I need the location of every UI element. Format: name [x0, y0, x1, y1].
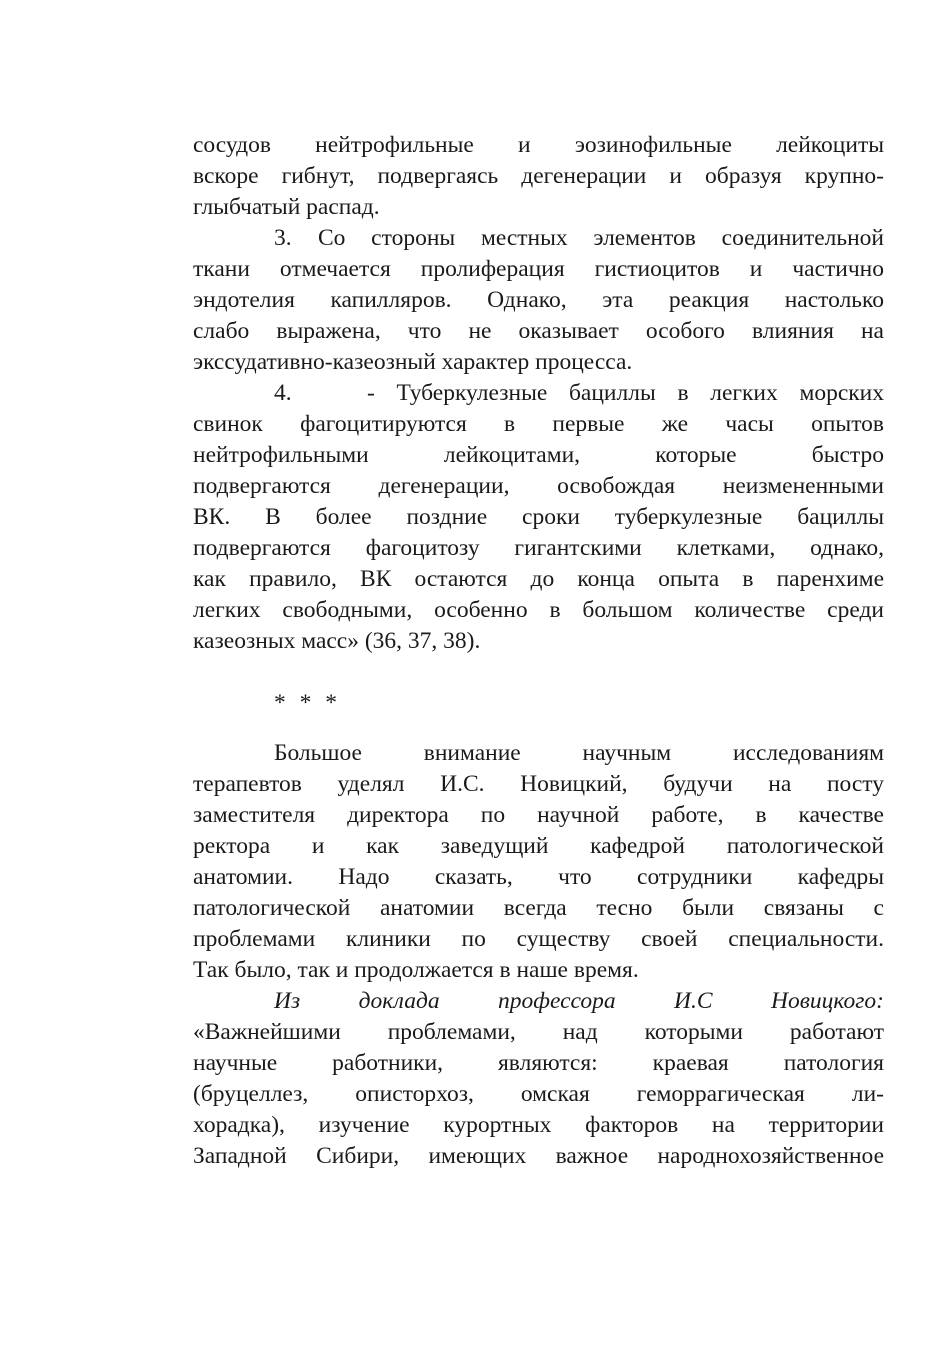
- text-line: эндотелия капилляров. Однако, эта реакция настолько: [193, 287, 884, 313]
- text-line: научные работники, являются: краевая патология: [193, 1050, 884, 1076]
- text-line: ткани отмечается пролиферация гистиоцитов и частично: [193, 256, 884, 282]
- blank-line: [193, 657, 884, 688]
- text-line: подвергаются фагоцитозу гигантскими клетками, однако,: [193, 535, 884, 561]
- text-line: [193, 223, 884, 254]
- text-line: анатомии. Надо сказать, что сотрудники кафедры: [193, 864, 884, 890]
- text-line: Так было, так и продолжается в наше время.: [193, 957, 639, 983]
- text-line: терапевтов уделял И.С. Новицкий, будучи на посту: [193, 771, 884, 797]
- text-line: (бруцеллез, описторхоз, омская геморрагическая ли-: [193, 1081, 884, 1107]
- text-line: слабо выражена, что не оказывает особого влияния на: [193, 318, 884, 344]
- section-separator: * * *: [274, 690, 341, 716]
- text-line: [193, 378, 884, 409]
- text-line: свинок фагоцитируются в первые же часы опытов: [193, 411, 884, 437]
- text-line: нейтрофильными лейкоцитами, которые быстро: [193, 442, 884, 468]
- text-line: сосудов нейтрофильные и эозинофильные лейкоциты: [193, 132, 884, 158]
- text-line: как правило, ВК остаются до конца опыта в паренхиме: [193, 566, 884, 592]
- list-item-3: [193, 223, 884, 378]
- item-number: 4.: [274, 380, 292, 406]
- text-line: экссудативно-казеозный характер процесса.: [193, 349, 633, 375]
- text-line: патологической анатомии всегда тесно были связаны с: [193, 895, 884, 921]
- text-line: вскоре гибнут, подвергаясь дегенерации и образуя крупно-: [193, 163, 884, 189]
- text-line: ВК. В более поздние сроки туберкулезные бациллы: [193, 504, 884, 530]
- text-line: глыбчатый распад.: [193, 194, 380, 220]
- text-line: казеозных масс» (36, 37, 38).: [193, 628, 481, 654]
- list-item-4: [193, 378, 884, 657]
- text-line: заместителя директора по научной работе, в качестве: [193, 802, 884, 828]
- text-line: проблемами клиники по существу своей специальности.: [193, 926, 884, 952]
- text-line: ректора и как заведущий кафедрой патологической: [193, 833, 884, 859]
- paragraph-3: [193, 1017, 884, 1172]
- text-line: легких свободными, особенно в большом количестве среди: [193, 597, 884, 623]
- text-line: Большое внимание научным исследованиям: [274, 740, 884, 766]
- item-text: Со стороны местных элементов соединительной: [318, 225, 884, 251]
- spacer: [193, 719, 884, 738]
- item-number: 3.: [274, 225, 292, 251]
- text-line: «Важнейшими проблемами, над которыми работают: [193, 1019, 884, 1045]
- text-line: Западной Сибири, имеющих важное народнохозяйственное: [193, 1143, 884, 1169]
- paragraph-2: [193, 738, 884, 986]
- item-text: - Туберкулезные бациллы в легких морских: [367, 380, 884, 406]
- paragraph-1: [193, 130, 884, 223]
- text-line: подвергаются дегенерации, освобождая неизмененными: [193, 473, 884, 499]
- quote-heading: Из доклада профессора И.С Новицкого:: [274, 988, 884, 1014]
- text-line: хорадка), изучение курортных факторов на территории: [193, 1112, 884, 1138]
- document-page: [193, 130, 884, 1172]
